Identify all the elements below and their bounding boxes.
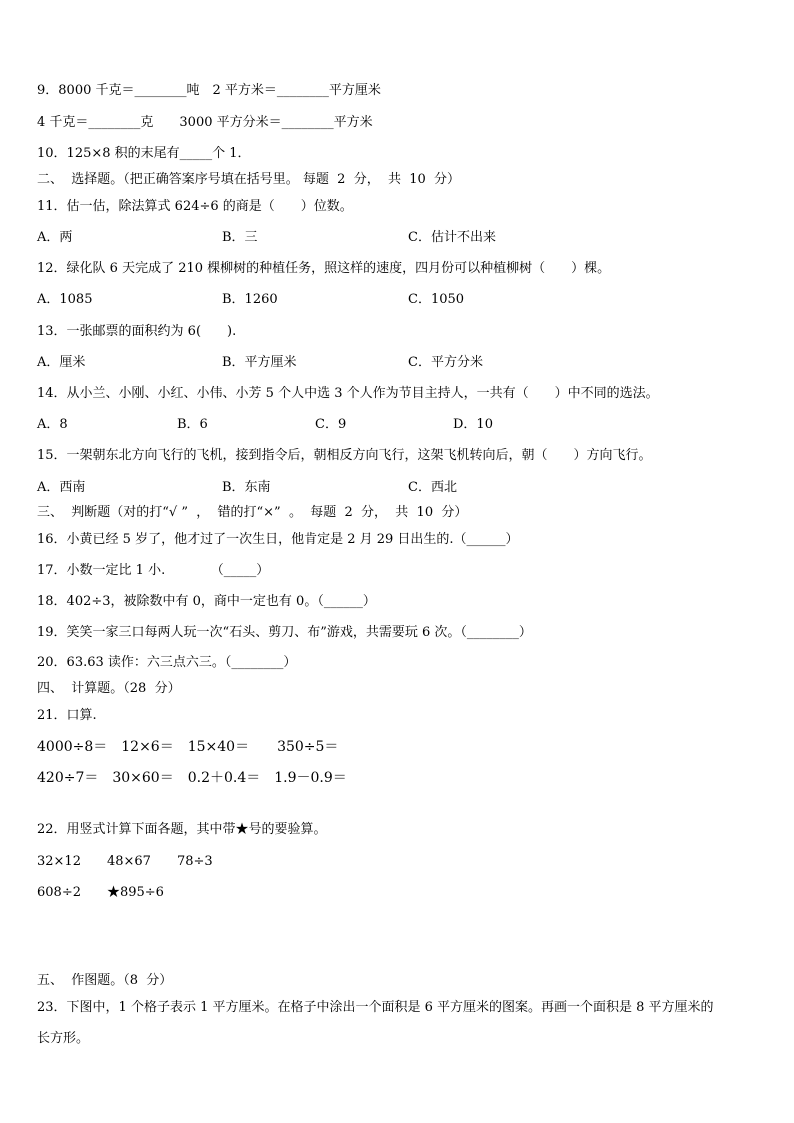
q14-stem: 14．从小兰、小刚、小红、小伟、小芳 5 个人中选 3 个人作为节目主持人，一共有（ ）中不同的选法。 — [37, 386, 659, 401]
q22-row-1: 32×12 48×67 78÷3 — [37, 854, 213, 869]
q11-option-a: A．两 — [37, 230, 73, 245]
q21-row-2: 420÷7＝ 30×60＝ 0.2＋0.4＝ 1.9－0.9＝ — [37, 770, 347, 786]
q11-stem: 11．估一估，除法算式 624÷6 的商是（ ）位数。 — [37, 199, 353, 214]
q15-option-c: C．西北 — [408, 480, 457, 495]
q13-stem: 13．一张邮票的面积约为 6( ). — [37, 324, 237, 339]
q14-option-a: A．8 — [37, 417, 68, 432]
q13-option-a: A．厘米 — [37, 355, 86, 370]
q21-title: 21．口算. — [37, 708, 97, 723]
q21-row-1: 4000÷8＝ 12×6＝ 15×40＝ 350÷5＝ — [37, 739, 339, 755]
section-2-heading: 二、 选择题。（把正确答案序号填在括号里。 每题 2 分， 共 10 分） — [37, 172, 461, 187]
q16-stem: 16．小黄已经 5 岁了，他才过了一次生日，他肯定是 2 月 29 日出生的.（______） — [37, 532, 519, 547]
q11-option-c: C．估计不出来 — [408, 230, 496, 245]
q12-option-a: A．1085 — [37, 292, 93, 307]
q14-option-b: B．6 — [177, 417, 208, 432]
q20-stem: 20．63.63 读作：六三点六三。（________） — [37, 655, 297, 670]
q12-stem: 12．绿化队 6 天完成了 210 棵柳树的种植任务，照这样的速度，四月份可以种植柳树（ ）棵。 — [37, 261, 611, 276]
q15-option-b: B．东南 — [222, 480, 271, 495]
q15-option-a: A．西南 — [37, 480, 86, 495]
section-3-heading: 三、 判断题（对的打“√ ” ， 错的打“×” 。 每题 2 分， 共 10 分） — [37, 505, 468, 520]
q22-title: 22．用竖式计算下面各题，其中带★号的要验算。 — [37, 822, 327, 837]
q15-stem: 15．一架朝东北方向飞行的飞机，接到指令后，朝相反方向飞行，这架飞机转向后，朝（ ）方向飞行。 — [37, 448, 652, 463]
q14-option-d: D．10 — [453, 417, 493, 432]
q9-line-2: 4 千克＝________克 3000 平方分米＝________平方米 — [37, 115, 373, 130]
q11-option-b: B．三 — [222, 230, 258, 245]
q10-stem: 10．125×8 积的末尾有_____个 1． — [37, 146, 251, 161]
q12-option-b: B．1260 — [222, 292, 278, 307]
q23-line-1: 23．下图中，1 个格子表示 1 平方厘米。在格子中涂出一个面积是 6 平方厘米的图案。再画一个面积是 8 平方厘米的 — [37, 1000, 714, 1015]
q12-option-c: C．1050 — [408, 292, 465, 307]
q18-stem: 18．402÷3，被除数中有 0，商中一定也有 0。（______） — [37, 594, 376, 609]
q23-line-2: 长方形。 — [37, 1031, 90, 1046]
q13-option-c: C．平方分米 — [408, 355, 483, 370]
q22-row-2: 608÷2 ★895÷6 — [37, 885, 164, 900]
section-4-heading: 四、 计算题。（28 分） — [37, 681, 181, 696]
q17-stem: 17．小数一定比 1 小. （_____） — [37, 563, 270, 578]
q9-line-1: 9．8000 千克＝________吨 2 平方米＝________平方厘米 — [37, 83, 381, 98]
section-5-heading: 五、 作图题。（8 分） — [37, 973, 173, 988]
q13-option-b: B．平方厘米 — [222, 355, 297, 370]
q19-stem: 19．笑笑一家三口每两人玩一次“石头、剪刀、布”游戏，共需要玩 6 次。（________） — [37, 625, 532, 640]
q14-option-c: C．9 — [315, 417, 347, 432]
